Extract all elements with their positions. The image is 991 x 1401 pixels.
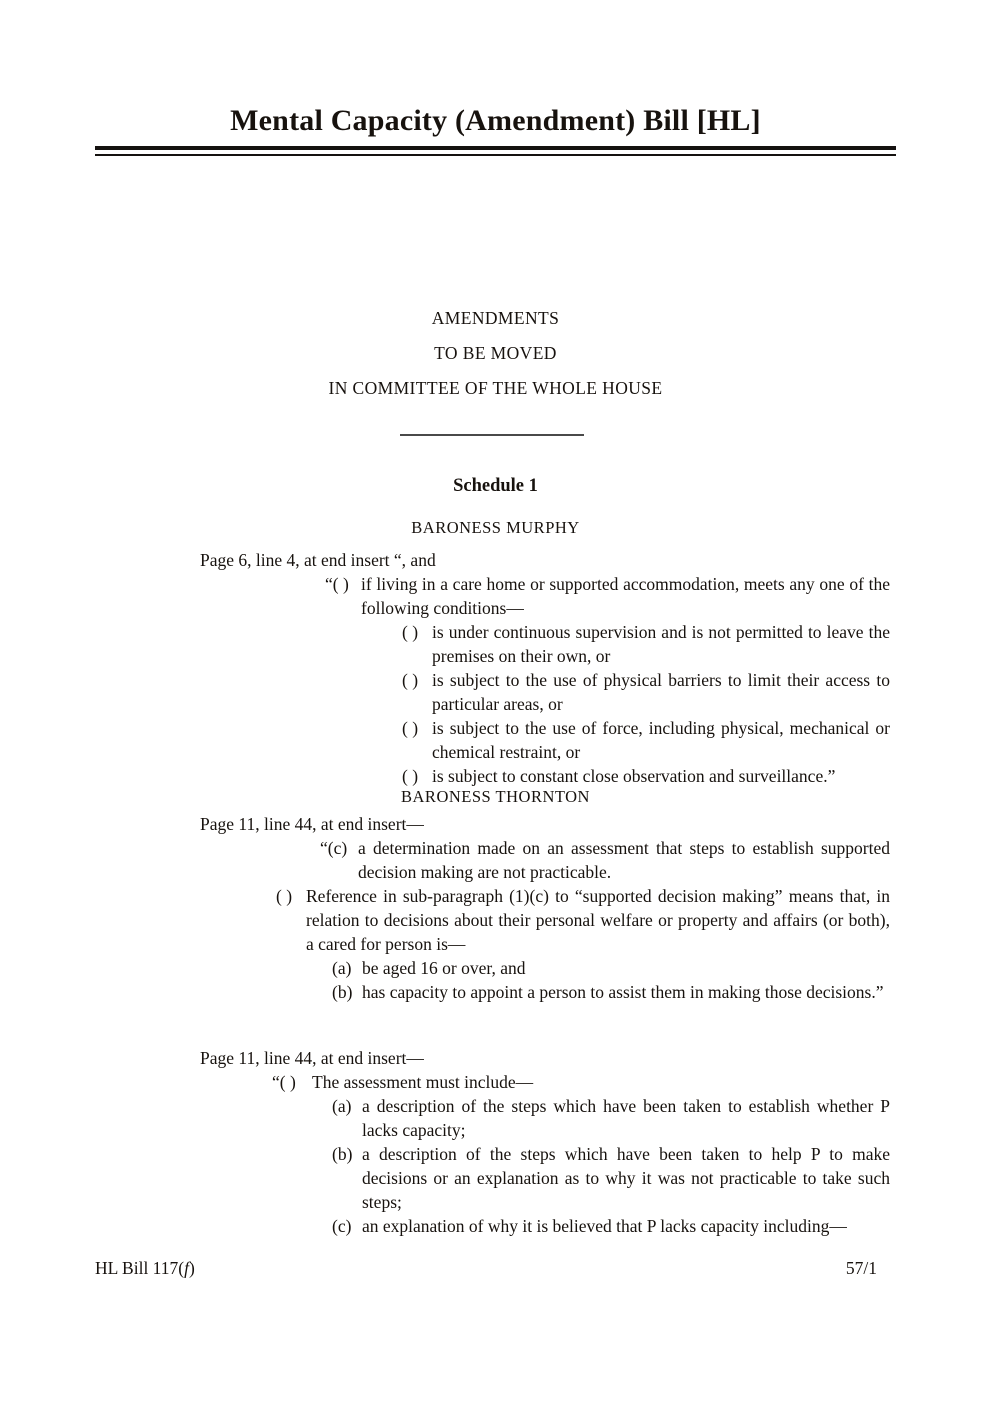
paragraph-marker: ( )	[402, 718, 419, 738]
amendment-subparagraph	[200, 980, 890, 1004]
paragraph-marker: ( )	[276, 886, 293, 906]
amendment-subparagraph	[200, 716, 890, 764]
amendment-paragraph	[200, 1070, 890, 1094]
amendment-subparagraph	[200, 956, 890, 980]
page-title: Mental Capacity (Amendment) Bill [HL]	[230, 104, 761, 137]
paragraph-text: a determination made on an assessment that steps to establish supported decision making are not practicable.	[358, 838, 890, 882]
paragraph-text: a description of the steps which have been taken to help P to make decisions or an explanation as to why it was not practicable to take such steps;	[362, 1144, 890, 1212]
amendment-lead: Page 11, line 44, at end insert—	[200, 1048, 424, 1068]
paragraph-text: is subject to the use of force, including physical, mechanical or chemical restraint, or	[432, 718, 890, 762]
paragraph-marker: ( )	[402, 766, 419, 786]
bill-reference: HL Bill 117(f)	[95, 1258, 195, 1278]
paragraph-marker: “(c)	[320, 838, 348, 858]
paragraph-marker: (a)	[332, 1096, 352, 1116]
amendment-subparagraph	[200, 764, 890, 788]
paragraph-text: is subject to the use of physical barriers to limit their access to particular areas, or	[432, 670, 890, 714]
amendment-thornton-2	[200, 1046, 890, 1238]
paragraph-text: if living in a care home or supported accommodation, meets any one of the following conditions—	[361, 574, 890, 618]
separator-rule	[400, 434, 584, 436]
amendment-lead: Page 11, line 44, at end insert—	[200, 814, 424, 834]
amendment-murphy	[200, 548, 890, 788]
amendment-paragraph	[200, 836, 890, 884]
paragraph-marker: ( )	[402, 670, 419, 690]
heading-committee: IN COMMITTEE OF THE WHOLE HOUSE	[328, 378, 663, 398]
paragraph-text: The assessment must include—	[312, 1072, 534, 1092]
heading-amendments: AMENDMENTS	[431, 308, 560, 328]
amendment-paragraph	[200, 572, 890, 620]
paragraph-text: a description of the steps which have been taken to establish whether P lacks capacity;	[362, 1096, 890, 1140]
page-footer	[95, 1258, 877, 1279]
amendment-subparagraph	[200, 1094, 890, 1142]
amendment-subparagraph	[200, 668, 890, 716]
paragraph-text: an explanation of why it is believed that P lacks capacity including—	[362, 1216, 847, 1236]
sheet-number: 57/1	[845, 1258, 877, 1278]
paragraph-marker: (a)	[332, 958, 352, 978]
amendment-thornton-1	[200, 812, 890, 1004]
paragraph-marker: (b)	[332, 982, 353, 1002]
mover-baroness-murphy: BARONESS MURPHY	[411, 518, 580, 537]
paragraph-marker: ( )	[402, 622, 419, 642]
paragraph-text: is under continuous supervision and is not permitted to leave the premises on their own, or	[432, 622, 890, 666]
paragraph-text: Reference in sub-paragraph (1)(c) to “supported decision making” means that, in relation to decisions about their personal welfare or property and affairs (or both), a cared for person is—	[306, 886, 890, 954]
amendment-subparagraph	[200, 620, 890, 668]
title-double-rule	[95, 146, 896, 156]
paragraph-text: is subject to constant close observation and surveillance.”	[432, 766, 836, 786]
amendment-subparagraph	[200, 1214, 890, 1238]
paragraph-text: be aged 16 or over, and	[362, 958, 526, 978]
paragraph-marker: “( )	[272, 1072, 296, 1092]
amendment-paragraph	[200, 884, 890, 956]
paragraph-marker: “( )	[325, 574, 349, 594]
front-headings	[0, 308, 991, 413]
paragraph-text: has capacity to appoint a person to assist them in making those decisions.”	[362, 982, 884, 1002]
paragraph-marker: (c)	[332, 1216, 352, 1236]
mover-baroness-thornton: BARONESS THORNTON	[401, 787, 590, 806]
heading-to-be-moved: TO BE MOVED	[434, 343, 557, 363]
schedule-heading: Schedule 1	[453, 476, 538, 496]
amendment-subparagraph	[200, 1142, 890, 1214]
amendment-lead: Page 6, line 4, at end insert “, and	[200, 550, 436, 570]
paragraph-marker: (b)	[332, 1144, 353, 1164]
